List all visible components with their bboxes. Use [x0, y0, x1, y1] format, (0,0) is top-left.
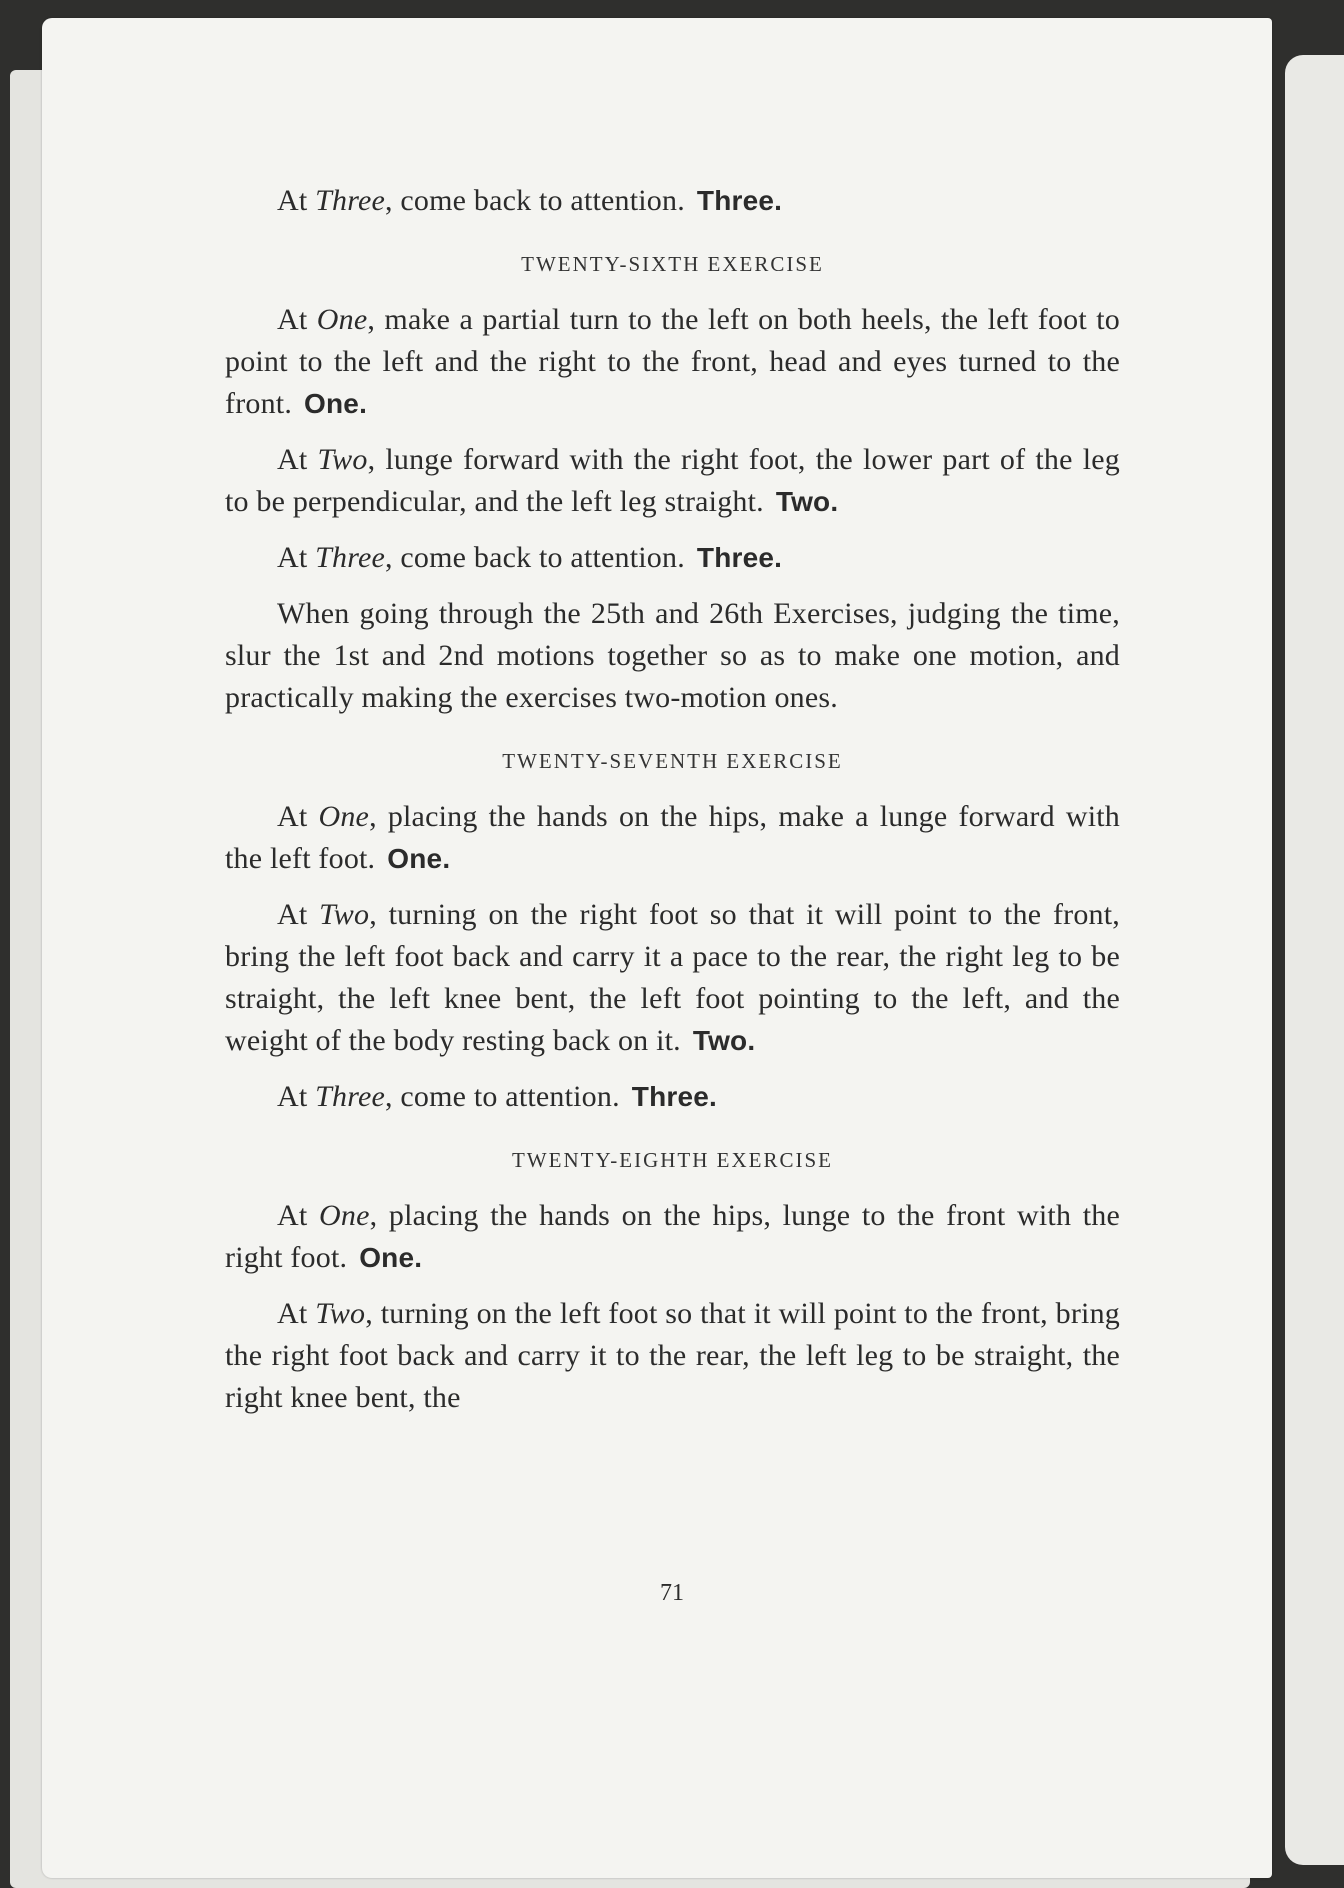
- paragraph: [225, 796, 1120, 880]
- text-run: At: [277, 1199, 320, 1232]
- page-text: [225, 180, 1120, 1433]
- paragraph: [225, 299, 1120, 425]
- text-run: At: [277, 800, 319, 833]
- command-word: One.: [359, 1242, 423, 1273]
- text-run: , placing the hands on the hips, make a lunge forward with the left foot.: [225, 800, 1120, 875]
- text-run: , placing the hands on the hips, lunge to the front with the right foot.: [225, 1199, 1120, 1274]
- count-word: One: [316, 303, 368, 336]
- text-run: At: [277, 443, 318, 476]
- text-run: At: [277, 303, 317, 336]
- text-run: , come back to attention.: [385, 184, 685, 217]
- paragraph: [225, 894, 1120, 1062]
- text-run: At: [277, 541, 316, 574]
- exercise-heading: TWENTY-SEVENTH EXERCISE: [502, 749, 843, 773]
- text-run: , come to attention.: [385, 1080, 620, 1113]
- page-number: 71: [660, 1580, 684, 1606]
- count-word: Three: [315, 541, 385, 574]
- exercise-heading: TWENTY-SIXTH EXERCISE: [521, 252, 824, 276]
- paragraph: [225, 537, 1120, 579]
- command-word: One.: [387, 843, 451, 874]
- command-word: Two.: [775, 486, 839, 517]
- exercise-heading: TWENTY-EIGHTH EXERCISE: [511, 1148, 834, 1172]
- text-run: At: [277, 898, 320, 931]
- command-word: Two.: [692, 1025, 756, 1056]
- count-word: Two: [317, 443, 368, 476]
- text-run: At: [277, 184, 316, 217]
- paragraph: [225, 1076, 1120, 1118]
- text-run: , make a partial turn to the left on both heels, the left foot to point to the left and the right to the front, head and eyes turned to the front.: [225, 303, 1120, 420]
- command-word: Three.: [696, 185, 783, 216]
- text-run: , turning on the right foot so that it will point to the front, bring the left foot back and carry it a pace to the rear, the right leg to be straight, the left knee bent, the left foot pointing to the left, and the weight of the body resting back on it.: [225, 898, 1120, 1057]
- text-run: , turning on the left foot so that it will point to the front, bring the right foot back and carry it to the rear, the left leg to be straight, the right knee bent, the: [225, 1297, 1120, 1414]
- paragraph: [225, 1195, 1120, 1279]
- command-word: Three.: [696, 542, 783, 573]
- command-word: One.: [304, 388, 368, 419]
- text-run: , lunge forward with the right foot, the lower part of the leg to be perpendicular, and the left leg straight.: [225, 443, 1120, 518]
- command-word: Three.: [631, 1081, 718, 1112]
- count-word: Two: [315, 1297, 366, 1330]
- count-word: One: [319, 1199, 370, 1232]
- text-run: , come back to attention.: [385, 541, 685, 574]
- text-run: At: [277, 1297, 316, 1330]
- count-word: Two: [319, 898, 370, 931]
- paragraph: When going through the 25th and 26th Exercises, judging the time, slur the 1st and 2nd motions together so as to make one motion, and practically making the exercises two-motion ones.: [225, 597, 1120, 714]
- paragraph: [225, 1293, 1120, 1419]
- paragraph: [225, 180, 1120, 222]
- count-word: One: [318, 800, 370, 833]
- count-word: Three: [315, 1080, 385, 1113]
- text-run: At: [277, 1080, 316, 1113]
- paragraph: [225, 439, 1120, 523]
- count-word: Three: [315, 184, 385, 217]
